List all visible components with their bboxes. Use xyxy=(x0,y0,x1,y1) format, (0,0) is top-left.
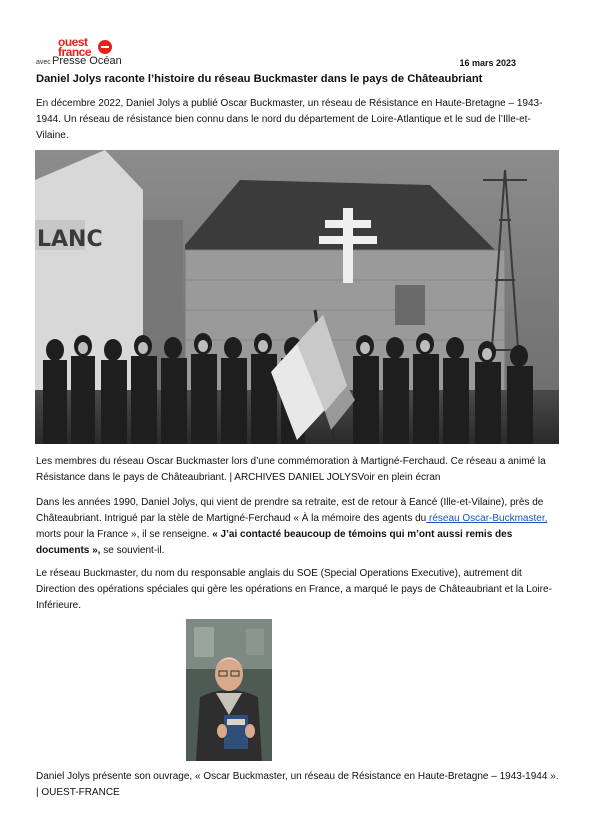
commemoration-photo[interactable] xyxy=(35,150,559,444)
article-date: 16 mars 2023 xyxy=(459,58,516,68)
logo-dot-icon xyxy=(98,40,112,54)
photo1-caption: Les membres du réseau Oscar Buckmaster lors d’une commémoration à Martigné-Ferchaud. Ce réseau a animé la Résistance dans le pays de Châteaubriant. | ARCHIVES DANIEL JOLYSVoir en plein écran xyxy=(36,456,546,483)
building-sign-text: LANC xyxy=(37,227,103,252)
logo-presse-ocean: Presse Océan xyxy=(52,55,122,67)
logo-avec: avec xyxy=(36,59,51,66)
ouest-france-logo[interactable] xyxy=(36,36,136,68)
article-paragraph-2 xyxy=(36,495,562,559)
photo2-caption: Daniel Jolys présente son ouvrage, « Oscar Buckmaster, un réseau de Résistance en Haute-Bretagne – 1943-1944 ». | OUEST-FRANCE xyxy=(36,771,559,798)
article-paragraph-3: Le réseau Buckmaster, du nom du responsable anglais du SOE (Special Operations Executive), autrement dit Direction des opérations spéciales qui gère les opérations en France, a marqué le pays de Châteaubriant et la Loire-Inférieure. xyxy=(36,568,552,611)
logo-text-ouest: ouest xyxy=(58,35,88,49)
reseau-oscar-buckmaster-link[interactable]: réseau Oscar-Buckmaster, xyxy=(426,513,548,524)
daniel-jolys-portrait-photo[interactable] xyxy=(186,619,272,761)
para2-quote: « J’ai contacté beaucoup de témoins qui m’ont aussi remis des documents », xyxy=(36,529,513,556)
article-intro: En décembre 2022, Daniel Jolys a publié Oscar Buckmaster, un réseau de Résistance en Haute-Bretagne – 1943-1944. Un réseau de résistance bien connu dans le nord du département de Loire-Atlantique et le sud de l’Ille-et-Vilaine. xyxy=(36,98,543,141)
para2-after: se souvient-il. xyxy=(100,545,165,556)
article-headline: Daniel Jolys raconte l’histoire du réseau Buckmaster dans le pays de Châteaubriant xyxy=(36,73,483,85)
para2-middle: morts pour la France », il se renseigne. xyxy=(36,529,213,540)
logo-text-france: france xyxy=(58,45,92,59)
para2-before: Dans les années 1990, Daniel Jolys, qui vient de prendre sa retraite, est de retour à Eancé (Ille-et-Vilaine), près de Châteaubriant. Intrigué par la stèle de Martigné-Ferchaud « À la mémoire des agents du xyxy=(36,497,544,524)
